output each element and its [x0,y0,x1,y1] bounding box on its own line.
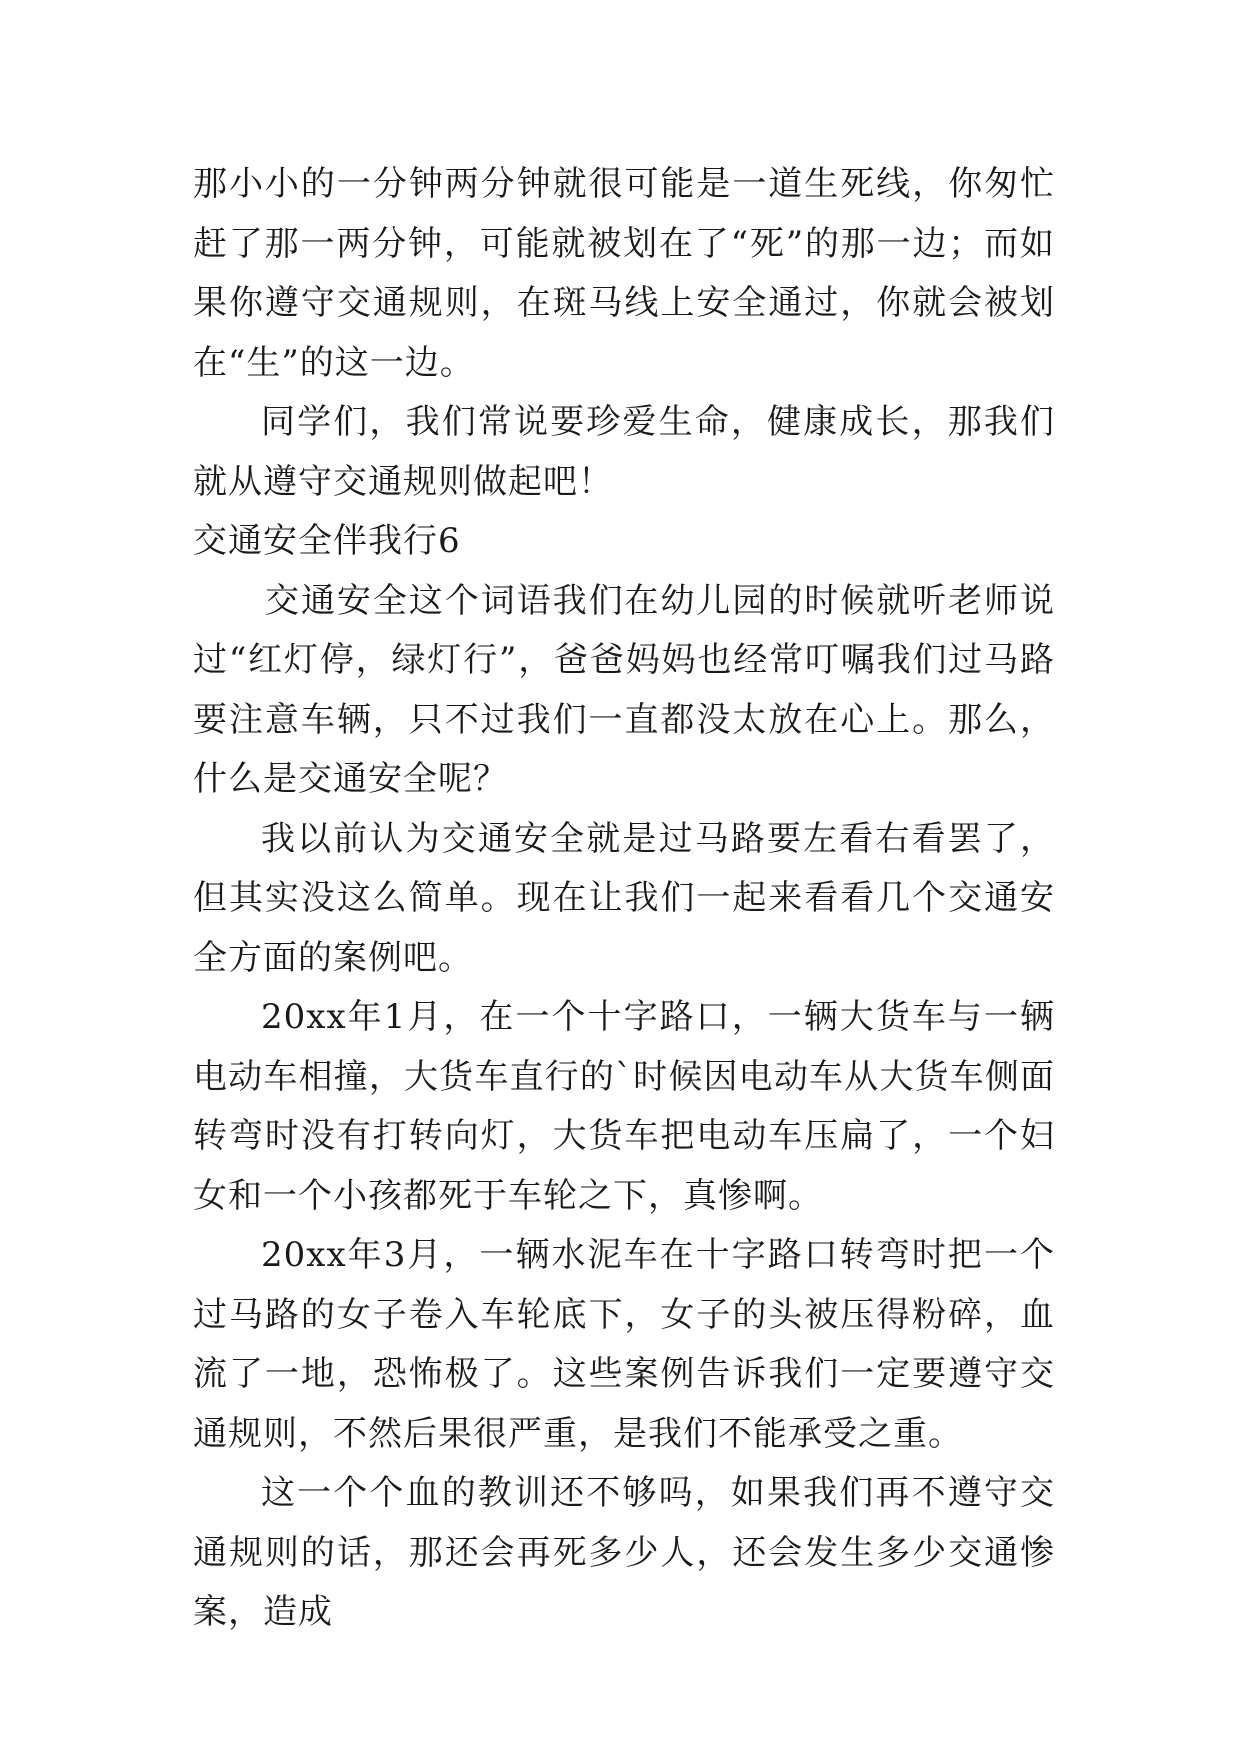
section-paragraph-1: 交通安全这个词语我们在幼儿园的时候就听老师说过“红灯停，绿灯行”，爸爸妈妈也经常叮嘱我们过马路要注意车辆，只不过我们一直都没太放在心上。那么，什么是交通安全呢？ [193,580,1055,799]
section-paragraph-3: 20xx年1月，在一个十字路口，一辆大货车与一辆电动车相撞，大货车直行的`时候因电动车从大货车侧面转弯时没有打转向灯，大货车把电动车压扁了，一个妇女和一个小孩都死于车轮之下，真惨啊。 [193,997,1055,1216]
section-title: 交通安全伴我行6 [193,521,461,561]
paragraph-2: 同学们，我们常说要珍爱生命，健康成长，那我们就从遵守交通规则做起吧！ [193,402,1055,502]
section-paragraph-5: 这一个个血的教训还不够吗，如果我们再不遵守交通规则的话，那还会再死多少人，还会发生多少交通惨案，造成 [193,1473,1055,1632]
section-paragraph-4: 20xx年3月，一辆水泥车在十字路口转弯时把一个过马路的女子卷入车轮底下，女子的头被压得粉碎，血流了一地，恐怖极了。这些案例告诉我们一定要遵守交通规则，不然后果很严重，是我们不能承受之重。 [193,1235,1055,1454]
document-body [193,155,1055,1643]
section-paragraph-2: 我以前认为交通安全就是过马路要左看右看罢了，但其实没这么简单。现在让我们一起来看看几个交通安全方面的案例吧。 [193,818,1055,978]
paragraph-1: 那小小的一分钟两分钟就很可能是一道生死线，你匆忙赶了那一两分钟，可能就被划在了“死”的那一边；而如果你遵守交通规则，在斑马线上安全通过，你就会被划在“生”的这一边。 [193,164,1055,383]
